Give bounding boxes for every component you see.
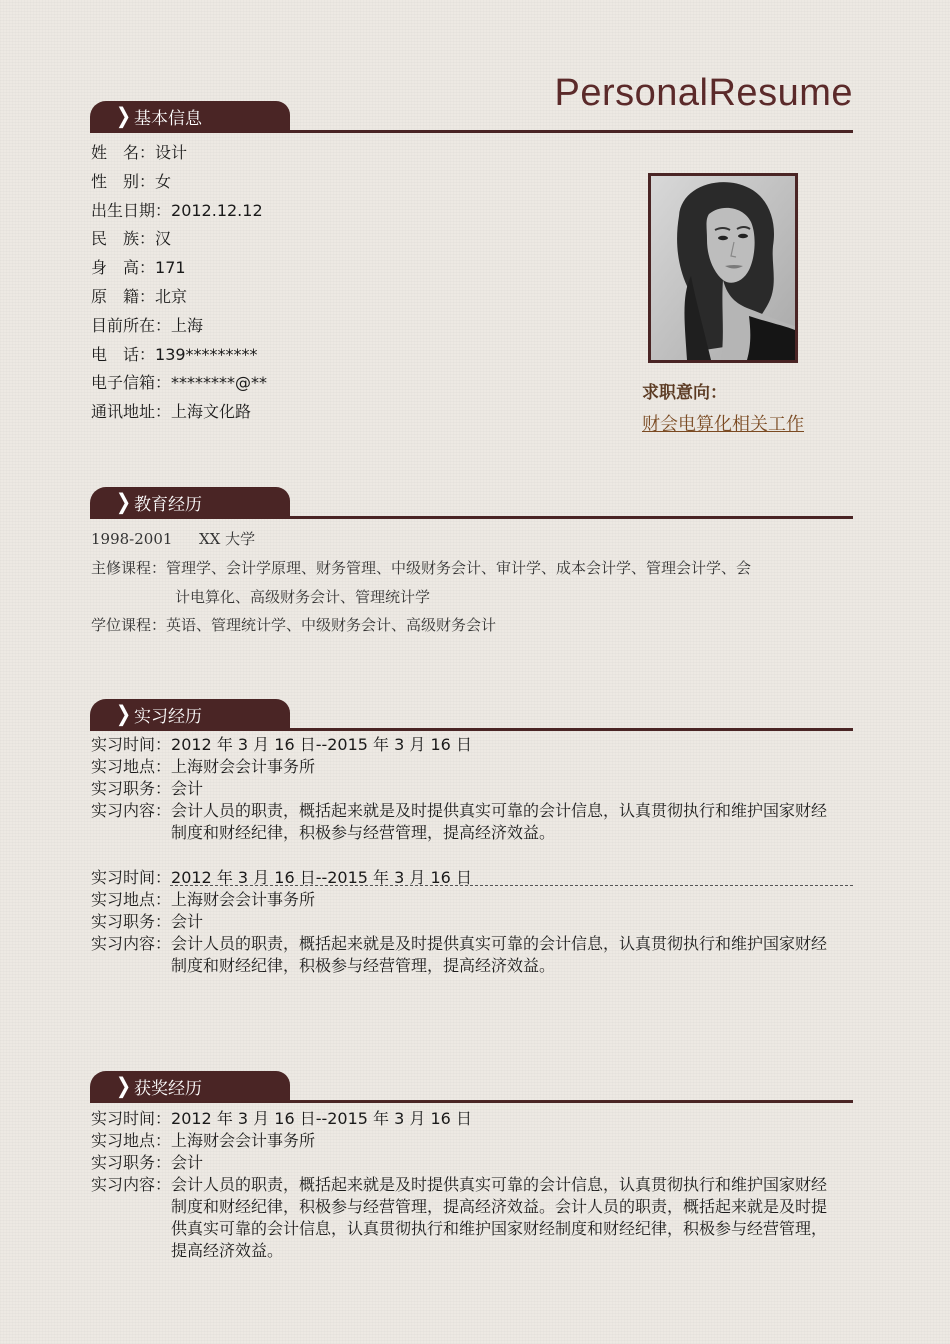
exp-label: 实习时间： (91, 735, 172, 754)
exp-label: 实习地点： (91, 890, 172, 909)
info-row (91, 197, 267, 226)
exp-row (91, 933, 831, 977)
info-row (91, 139, 267, 168)
exp-row (91, 1108, 831, 1130)
page-title: PersonalResume (554, 72, 853, 114)
exp-value: 2012 年 3 月 16 日--2015 年 3 月 16 日 (171, 868, 472, 887)
award-entry (91, 1108, 831, 1262)
chevron-right-icon: ❯ (116, 489, 132, 515)
section-title: 实习经历 (134, 706, 202, 727)
chevron-right-icon: ❯ (116, 1073, 132, 1099)
info-row (91, 398, 267, 427)
edu-school: XX 大学 (199, 530, 256, 548)
edu-period-row (91, 525, 751, 554)
exp-value: 会计人员的职责，概括起来就是及时提供真实可靠的会计信息，认真贯彻执行和维护国家财经制度和财经纪律，积极参与经营管理，提高经济效益。 (171, 801, 828, 842)
info-value: 上海 (171, 315, 204, 335)
info-label: 民 族： (91, 229, 156, 249)
edu-degree-value: 英语、管理统计学、中级财务会计、高级财务会计 (166, 616, 497, 635)
exp-row (91, 1152, 831, 1174)
info-label: 性 别： (91, 171, 156, 191)
exp-label: 实习地点： (91, 757, 172, 776)
exp-label: 实习职务： (91, 912, 172, 931)
internship-entry-2 (91, 867, 831, 977)
section-header-basic (90, 101, 853, 133)
section-title: 教育经历 (134, 494, 202, 515)
edu-major-row-2 (91, 583, 751, 612)
info-row (91, 341, 267, 370)
exp-value: 上海财会会计事务所 (171, 757, 316, 776)
exp-row (91, 800, 831, 844)
edu-degree-label: 学位课程： (91, 616, 167, 635)
info-row (91, 283, 267, 312)
exp-value: 2012 年 3 月 16 日--2015 年 3 月 16 日 (171, 735, 472, 754)
exp-row (91, 867, 831, 889)
exp-value: 上海财会会计事务所 (171, 890, 316, 909)
edu-major-row (91, 554, 751, 583)
info-label: 电子信箱： (91, 373, 172, 393)
exp-label: 实习职务： (91, 779, 172, 798)
edu-period: 1998-2001 (91, 530, 173, 548)
job-intent-label: 求职意向： (642, 383, 727, 403)
info-row (91, 254, 267, 283)
basic-info-list (91, 139, 267, 427)
exp-value: 上海财会会计事务所 (171, 1131, 316, 1150)
info-label: 通讯地址： (91, 402, 172, 422)
info-row (91, 225, 267, 254)
info-row (91, 312, 267, 341)
info-value: 汉 (155, 229, 172, 249)
education-list (91, 525, 751, 640)
exp-label: 实习地点： (91, 1131, 172, 1150)
exp-row (91, 889, 831, 911)
exp-value: 会计 (171, 779, 204, 798)
info-value: 139********* (155, 344, 258, 364)
chevron-right-icon: ❯ (116, 103, 132, 129)
exp-value: 会计 (171, 912, 204, 931)
info-label: 目前所在： (91, 315, 172, 335)
internship-entry-1 (91, 734, 831, 844)
info-label: 身 高： (91, 258, 156, 278)
exp-value: 会计人员的职责，概括起来就是及时提供真实可靠的会计信息，认真贯彻执行和维护国家财经制度和财经纪律，积极参与经营管理，提高经济效益。 (171, 934, 828, 975)
exp-value: 会计人员的职责，概括起来就是及时提供真实可靠的会计信息，认真贯彻执行和维护国家财经制度和财经纪律，积极参与经营管理，提高经济效益。会计人员的职责，概括起来就是及时提供真实可靠的会计信息，认真贯彻执行和维护国家财经制度和财经纪律，积极参与经营管理，提高经济效益。 (171, 1175, 828, 1260)
exp-row (91, 778, 831, 800)
exp-value: 2012 年 3 月 16 日--2015 年 3 月 16 日 (171, 1109, 472, 1128)
exp-row (91, 756, 831, 778)
edu-major-label: 主修课程： (91, 558, 167, 577)
section-header-education (90, 487, 853, 519)
info-label: 姓 名： (91, 143, 156, 162)
info-label: 出生日期： (91, 200, 172, 220)
portrait-icon (651, 176, 795, 360)
info-label: 原 籍： (91, 286, 156, 306)
info-value: 上海文化路 (171, 402, 252, 422)
portrait-photo (648, 173, 798, 363)
info-value: 设计 (155, 143, 188, 162)
exp-label: 实习内容： (91, 934, 172, 953)
exp-row (91, 1174, 831, 1262)
exp-row (91, 734, 831, 756)
section-title: 基本信息 (134, 108, 202, 129)
info-value: ********@** (171, 373, 268, 393)
job-intent-value[interactable]: 财会电算化相关工作 (642, 414, 804, 435)
exp-row (91, 1130, 831, 1152)
chevron-right-icon: ❯ (116, 701, 132, 727)
exp-label: 实习时间： (91, 1109, 172, 1128)
exp-row (91, 911, 831, 933)
info-row (91, 168, 267, 197)
exp-label: 实习时间： (91, 868, 172, 887)
info-value: 2012.12.12 (171, 200, 263, 220)
section-title: 获奖经历 (134, 1078, 202, 1099)
info-value: 女 (155, 171, 172, 191)
exp-value: 会计 (171, 1153, 204, 1172)
exp-label: 实习职务： (91, 1153, 172, 1172)
exp-label: 实习内容： (91, 1175, 172, 1194)
info-value: 171 (155, 258, 186, 278)
exp-label: 实习内容： (91, 801, 172, 820)
section-header-internship (90, 699, 853, 731)
edu-major-line2: 计电算化、高级财务会计、管理统计学 (175, 587, 431, 606)
section-header-awards (90, 1071, 853, 1103)
edu-degree-row (91, 611, 751, 640)
info-value: 北京 (155, 286, 188, 306)
edu-major-line1: 管理学、会计学原理、财务管理、中级财务会计、审计学、成本会计学、管理会计学、会 (166, 558, 752, 577)
info-row (91, 369, 267, 398)
info-label: 电 话： (91, 344, 156, 364)
